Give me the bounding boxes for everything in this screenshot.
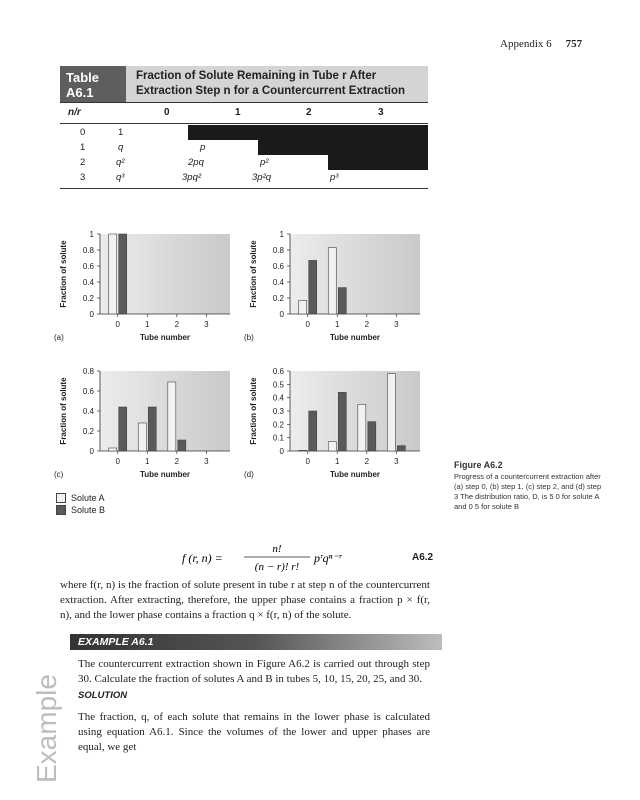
bar-solute-b (338, 392, 346, 451)
page-number: 757 (565, 38, 583, 50)
table-cell: q³ (116, 172, 125, 183)
x-tick-label: 2 (174, 320, 180, 329)
x-axis-label: Tube number (139, 470, 191, 479)
legend-entry-b (56, 504, 105, 516)
bar-solute-b (368, 422, 376, 451)
body-paragraph: where f(r, n) is the fraction of solute present in tube r at step n of the countercurrent extraction. After extracting, therefore, the upper phase contains a fraction p × f(r, n), and the lower phase contains a fraction q × f(r, n) of the solute. (60, 579, 430, 621)
table-corner-header: n/r (68, 107, 81, 118)
legend-label-b: Solute B (71, 505, 106, 515)
example-vertical-word: Example (31, 674, 62, 783)
panel-letter: (c) (54, 470, 64, 479)
y-tick-label: 1 (279, 230, 284, 239)
solution-text: The fraction, q, of each solute that remains in the lower phase is calculated using equation A6.1. Since the volumes of the lower and upper phases are equal, we get (78, 711, 430, 753)
table-row-header: 3 (80, 172, 86, 183)
bar-solute-a (138, 423, 146, 451)
table-caption-line-1: Fraction of Solute Remaining in Tube r After (136, 70, 377, 82)
x-tick-label: 1 (145, 320, 150, 329)
table-caption (126, 66, 405, 102)
chart-panel-c (52, 365, 252, 490)
y-axis-label: Fraction of solute (59, 377, 68, 445)
x-tick-label: 0 (305, 457, 310, 466)
bar-solute-a (168, 382, 176, 451)
y-tick-label: 1 (89, 230, 94, 239)
table-column-header: 3 (378, 107, 384, 118)
bar-solute-b (119, 407, 127, 451)
bar-solute-b (148, 407, 156, 451)
y-tick-label: 0.5 (272, 380, 284, 390)
x-tick-label: 2 (174, 457, 180, 466)
table-header-row (60, 102, 428, 124)
bar-solute-a (328, 442, 336, 451)
table-cell: q² (116, 157, 125, 168)
x-tick-label: 1 (145, 457, 150, 466)
x-tick-label: 3 (394, 320, 399, 329)
equation-denominator: (n − r)! r! (254, 561, 300, 573)
bar-chart-c (52, 365, 252, 490)
bar-solute-b (119, 234, 127, 314)
panel-letter: (d) (244, 470, 254, 479)
y-axis-label: Fraction of solute (249, 240, 258, 308)
chart-panel-d (242, 365, 442, 490)
table-cell: q (118, 142, 124, 153)
y-tick-label: 0 (89, 447, 94, 456)
y-tick-label: 0.2 (272, 420, 284, 430)
y-tick-label: 0 (89, 310, 94, 319)
y-tick-label: 0.6 (82, 262, 94, 271)
bar-solute-b (338, 288, 346, 314)
figure-caption (454, 460, 604, 512)
y-tick-label: 0.8 (82, 367, 94, 376)
y-tick-label: 0.4 (272, 278, 284, 287)
x-tick-label: 2 (364, 457, 370, 466)
y-axis-label: Fraction of solute (59, 240, 68, 308)
equation-lhs: f (r, n) = (182, 551, 223, 565)
solution-heading: SOLUTION (78, 690, 128, 701)
x-axis-label: Tube number (329, 333, 381, 342)
example-vertical-label (26, 635, 66, 785)
chart-legend (56, 492, 105, 516)
bar-solute-a (387, 374, 395, 451)
equation-rhs: pʳqⁿ⁻ʳ (314, 551, 342, 565)
table-title-bar (60, 66, 428, 102)
y-tick-label: 0 (279, 447, 284, 456)
y-tick-label: 0.2 (272, 294, 284, 303)
table-a6-1 (60, 66, 428, 189)
table-empty-region (328, 155, 428, 170)
y-tick-label: 0.4 (82, 407, 94, 416)
y-tick-label: 0.2 (82, 427, 94, 436)
y-tick-label: 0 (279, 310, 284, 319)
legend-swatch-b (56, 505, 66, 515)
equation-number: A6.2 (412, 552, 434, 563)
legend-swatch-a (56, 493, 66, 503)
bar-solute-b (309, 260, 317, 314)
running-header (500, 38, 582, 50)
x-tick-label: 3 (394, 457, 399, 466)
panel-letter: (b) (244, 333, 254, 342)
table-row-header: 0 (80, 127, 86, 138)
x-tick-label: 3 (204, 457, 209, 466)
table-cell: 2pq (188, 157, 204, 168)
bar-chart-d (242, 365, 442, 490)
table-empty-region (188, 125, 428, 140)
x-tick-label: 0 (115, 457, 120, 466)
bar-solute-a (109, 448, 117, 451)
bar-chart-a (52, 228, 252, 353)
equation-numerator: n! (272, 543, 282, 555)
figure-caption-text: Progress of a countercurrent extraction after (a) step 0, (b) step 1, (c) step 2, and (d) step 3 The distribution ratio, D, is 5 0 for solute A and 0 5 for solute B (454, 472, 602, 511)
bar-solute-b (178, 440, 186, 451)
x-tick-label: 1 (335, 457, 340, 466)
chart-panel-a (52, 228, 252, 353)
y-tick-label: 0.6 (272, 367, 284, 376)
bar-solute-a (299, 300, 307, 314)
table-label: Table A6.1 (60, 66, 126, 102)
x-tick-label: 3 (204, 320, 209, 329)
table-caption-line-2: Extraction Step n for a Countercurrent Extraction (136, 85, 406, 97)
bar-solute-a (328, 248, 336, 314)
x-axis-label: Tube number (329, 470, 381, 479)
bar-solute-b (309, 411, 317, 451)
bar-solute-b (397, 446, 405, 451)
y-tick-label: 0.3 (272, 407, 284, 416)
section-title: Appendix 6 (500, 38, 552, 50)
legend-entry-a (56, 492, 105, 504)
y-tick-label: 0.1 (272, 433, 284, 443)
y-tick-label: 0.6 (272, 262, 284, 271)
table-cell: p² (260, 157, 269, 168)
legend-label-a: Solute A (71, 493, 105, 503)
chart-panel-b (242, 228, 442, 353)
table-column-header: 0 (164, 107, 170, 118)
y-tick-label: 0.8 (82, 246, 94, 255)
example-problem-text: The countercurrent extraction shown in Figure A6.2 is carried out through step 30. Calculate the fraction of solutes A and B in tubes 5, 10, 15, 20, 25, and 30. (78, 658, 430, 685)
example-label: EXAMPLE A6.1 (78, 636, 154, 648)
x-tick-label: 0 (305, 320, 310, 329)
x-axis-label: Tube number (139, 333, 191, 342)
table-cell: p (200, 142, 206, 153)
x-tick-label: 2 (364, 320, 370, 329)
y-tick-label: 0.2 (82, 294, 94, 303)
table-column-header: 2 (306, 107, 312, 118)
table-row-header: 2 (80, 157, 86, 168)
y-tick-label: 0.4 (82, 278, 94, 287)
table-cell: p³ (330, 172, 339, 183)
y-tick-label: 0.8 (272, 246, 284, 255)
y-tick-label: 0.6 (82, 387, 94, 396)
bar-solute-a (299, 450, 307, 451)
equation-a6-2 (182, 540, 432, 576)
x-tick-label: 0 (115, 320, 120, 329)
table-column-header: 1 (235, 107, 241, 118)
y-axis-label: Fraction of solute (249, 377, 258, 445)
figure-caption-title: Figure A6.2 (454, 460, 503, 470)
table-empty-region (258, 140, 428, 155)
table-cell: 3p²q (252, 172, 272, 183)
table-body (60, 124, 428, 189)
x-tick-label: 1 (335, 320, 340, 329)
panel-letter: (a) (54, 333, 64, 342)
bar-solute-a (109, 234, 117, 314)
table-cell: 3pq² (182, 172, 202, 183)
bar-chart-b (242, 228, 442, 353)
table-cell: 1 (118, 127, 124, 138)
table-row-header: 1 (80, 142, 86, 153)
y-tick-label: 0.4 (272, 393, 284, 403)
bar-solute-a (358, 404, 366, 451)
